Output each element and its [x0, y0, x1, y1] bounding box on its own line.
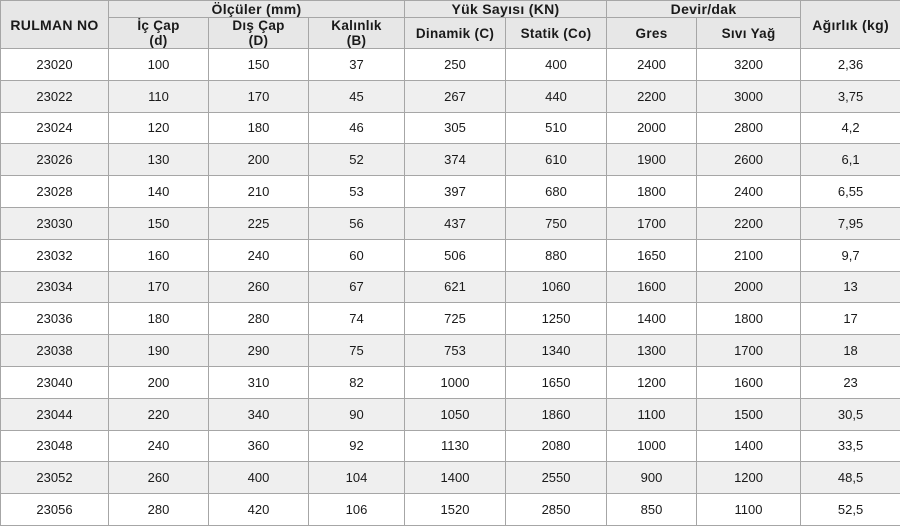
- cell-thickness: 52: [309, 144, 405, 176]
- cell-outer-diameter: 200: [209, 144, 309, 176]
- cell-weight: 7,95: [801, 207, 900, 239]
- cell-dynamic-load: 506: [405, 239, 506, 271]
- cell-outer-diameter: 180: [209, 112, 309, 144]
- cell-outer-diameter: 225: [209, 207, 309, 239]
- cell-outer-diameter: 280: [209, 303, 309, 335]
- cell-dynamic-load: 1000: [405, 366, 506, 398]
- cell-outer-diameter: 240: [209, 239, 309, 271]
- cell-bearing-no: 23028: [1, 176, 109, 208]
- cell-weight: 13: [801, 271, 900, 303]
- cell-dynamic-load: 1130: [405, 430, 506, 462]
- cell-thickness: 82: [309, 366, 405, 398]
- cell-weight: 2,36: [801, 49, 900, 81]
- cell-thickness: 45: [309, 80, 405, 112]
- cell-inner-diameter: 200: [109, 366, 209, 398]
- cell-inner-diameter: 240: [109, 430, 209, 462]
- table-row: [1, 207, 900, 239]
- cell-outer-diameter: 360: [209, 430, 309, 462]
- cell-thickness: 60: [309, 239, 405, 271]
- table-row: [1, 112, 900, 144]
- header-grease-speed: Gres: [607, 18, 697, 49]
- cell-weight: 30,5: [801, 398, 900, 430]
- cell-thickness: 53: [309, 176, 405, 208]
- cell-oil-speed: 1100: [697, 494, 801, 526]
- cell-static-load: 610: [506, 144, 607, 176]
- header-speed-group: Devir/dak: [607, 1, 801, 18]
- cell-static-load: 680: [506, 176, 607, 208]
- cell-weight: 52,5: [801, 494, 900, 526]
- cell-bearing-no: 23036: [1, 303, 109, 335]
- cell-oil-speed: 2000: [697, 271, 801, 303]
- table-body: [1, 49, 900, 526]
- cell-thickness: 106: [309, 494, 405, 526]
- cell-grease-speed: 1300: [607, 335, 697, 367]
- cell-inner-diameter: 190: [109, 335, 209, 367]
- cell-bearing-no: 23030: [1, 207, 109, 239]
- cell-static-load: 2850: [506, 494, 607, 526]
- cell-thickness: 74: [309, 303, 405, 335]
- cell-bearing-no: 23040: [1, 366, 109, 398]
- cell-grease-speed: 1900: [607, 144, 697, 176]
- cell-oil-speed: 1800: [697, 303, 801, 335]
- header-thickness-line1: Kalınlık: [309, 18, 404, 33]
- header-inner-diameter-line1: İç Çap: [109, 18, 208, 33]
- cell-dynamic-load: 374: [405, 144, 506, 176]
- cell-bearing-no: 23026: [1, 144, 109, 176]
- cell-weight: 23: [801, 366, 900, 398]
- cell-static-load: 1650: [506, 366, 607, 398]
- table-row: [1, 49, 900, 81]
- cell-bearing-no: 23020: [1, 49, 109, 81]
- header-outer-diameter-line1: Dış Çap: [209, 18, 308, 33]
- cell-grease-speed: 900: [607, 462, 697, 494]
- cell-oil-speed: 1400: [697, 430, 801, 462]
- header-dimensions-group: Ölçüler (mm): [109, 1, 405, 18]
- cell-grease-speed: 850: [607, 494, 697, 526]
- cell-outer-diameter: 340: [209, 398, 309, 430]
- cell-thickness: 37: [309, 49, 405, 81]
- cell-outer-diameter: 150: [209, 49, 309, 81]
- table-row: [1, 494, 900, 526]
- cell-oil-speed: 1200: [697, 462, 801, 494]
- header-oil-speed: Sıvı Yağ: [697, 18, 801, 49]
- cell-bearing-no: 23024: [1, 112, 109, 144]
- cell-static-load: 510: [506, 112, 607, 144]
- cell-inner-diameter: 160: [109, 239, 209, 271]
- cell-static-load: 1860: [506, 398, 607, 430]
- cell-thickness: 92: [309, 430, 405, 462]
- cell-weight: 33,5: [801, 430, 900, 462]
- cell-static-load: 400: [506, 49, 607, 81]
- cell-static-load: 2550: [506, 462, 607, 494]
- cell-weight: 17: [801, 303, 900, 335]
- cell-oil-speed: 2400: [697, 176, 801, 208]
- cell-bearing-no: 23056: [1, 494, 109, 526]
- cell-oil-speed: 1500: [697, 398, 801, 430]
- header-inner-diameter: [109, 18, 209, 49]
- cell-dynamic-load: 621: [405, 271, 506, 303]
- cell-weight: 9,7: [801, 239, 900, 271]
- table-row: [1, 430, 900, 462]
- cell-bearing-no: 23032: [1, 239, 109, 271]
- cell-weight: 6,55: [801, 176, 900, 208]
- header-load-group: Yük Sayısı (KN): [405, 1, 607, 18]
- header-dynamic-load: Dinamik (C): [405, 18, 506, 49]
- table-row: [1, 144, 900, 176]
- cell-inner-diameter: 280: [109, 494, 209, 526]
- cell-outer-diameter: 420: [209, 494, 309, 526]
- cell-oil-speed: 2600: [697, 144, 801, 176]
- cell-static-load: 1340: [506, 335, 607, 367]
- header-thickness: [309, 18, 405, 49]
- cell-inner-diameter: 260: [109, 462, 209, 494]
- header-row-2: [1, 18, 900, 49]
- cell-grease-speed: 1650: [607, 239, 697, 271]
- cell-weight: 48,5: [801, 462, 900, 494]
- cell-weight: 6,1: [801, 144, 900, 176]
- table-row: [1, 239, 900, 271]
- cell-dynamic-load: 305: [405, 112, 506, 144]
- cell-thickness: 90: [309, 398, 405, 430]
- cell-dynamic-load: 437: [405, 207, 506, 239]
- header-outer-diameter-line2: (D): [209, 33, 308, 48]
- header-static-load: Statik (Co): [506, 18, 607, 49]
- cell-inner-diameter: 130: [109, 144, 209, 176]
- cell-inner-diameter: 120: [109, 112, 209, 144]
- cell-grease-speed: 2400: [607, 49, 697, 81]
- cell-thickness: 104: [309, 462, 405, 494]
- cell-bearing-no: 23052: [1, 462, 109, 494]
- cell-bearing-no: 23022: [1, 80, 109, 112]
- cell-bearing-no: 23044: [1, 398, 109, 430]
- table-row: [1, 335, 900, 367]
- header-inner-diameter-line2: (d): [109, 33, 208, 48]
- cell-static-load: 1060: [506, 271, 607, 303]
- cell-grease-speed: 1100: [607, 398, 697, 430]
- table-row: [1, 303, 900, 335]
- cell-inner-diameter: 140: [109, 176, 209, 208]
- cell-dynamic-load: 725: [405, 303, 506, 335]
- cell-grease-speed: 1000: [607, 430, 697, 462]
- cell-static-load: 1250: [506, 303, 607, 335]
- cell-outer-diameter: 310: [209, 366, 309, 398]
- cell-dynamic-load: 267: [405, 80, 506, 112]
- header-bearing-no: RULMAN NO: [1, 1, 109, 49]
- table-row: [1, 398, 900, 430]
- cell-grease-speed: 1600: [607, 271, 697, 303]
- cell-grease-speed: 2200: [607, 80, 697, 112]
- cell-inner-diameter: 100: [109, 49, 209, 81]
- cell-dynamic-load: 1050: [405, 398, 506, 430]
- cell-dynamic-load: 1400: [405, 462, 506, 494]
- cell-static-load: 880: [506, 239, 607, 271]
- cell-dynamic-load: 397: [405, 176, 506, 208]
- cell-thickness: 75: [309, 335, 405, 367]
- cell-outer-diameter: 260: [209, 271, 309, 303]
- cell-thickness: 67: [309, 271, 405, 303]
- header-weight: Ağırlık (kg): [801, 1, 900, 49]
- table-row: [1, 366, 900, 398]
- table-row: [1, 271, 900, 303]
- cell-oil-speed: 1600: [697, 366, 801, 398]
- cell-oil-speed: 2800: [697, 112, 801, 144]
- cell-inner-diameter: 180: [109, 303, 209, 335]
- cell-outer-diameter: 290: [209, 335, 309, 367]
- cell-inner-diameter: 170: [109, 271, 209, 303]
- cell-grease-speed: 1400: [607, 303, 697, 335]
- header-thickness-line2: (B): [309, 33, 404, 48]
- cell-bearing-no: 23048: [1, 430, 109, 462]
- cell-weight: 18: [801, 335, 900, 367]
- cell-grease-speed: 1200: [607, 366, 697, 398]
- cell-static-load: 750: [506, 207, 607, 239]
- cell-grease-speed: 2000: [607, 112, 697, 144]
- cell-oil-speed: 3200: [697, 49, 801, 81]
- table-header: [1, 1, 900, 49]
- table-row: [1, 176, 900, 208]
- cell-bearing-no: 23038: [1, 335, 109, 367]
- cell-weight: 3,75: [801, 80, 900, 112]
- cell-weight: 4,2: [801, 112, 900, 144]
- cell-thickness: 46: [309, 112, 405, 144]
- cell-grease-speed: 1800: [607, 176, 697, 208]
- cell-inner-diameter: 220: [109, 398, 209, 430]
- cell-thickness: 56: [309, 207, 405, 239]
- table-row: [1, 80, 900, 112]
- cell-grease-speed: 1700: [607, 207, 697, 239]
- cell-outer-diameter: 170: [209, 80, 309, 112]
- header-row-1: [1, 1, 900, 18]
- cell-dynamic-load: 1520: [405, 494, 506, 526]
- cell-dynamic-load: 753: [405, 335, 506, 367]
- cell-dynamic-load: 250: [405, 49, 506, 81]
- table-row: [1, 462, 900, 494]
- cell-oil-speed: 2100: [697, 239, 801, 271]
- cell-static-load: 440: [506, 80, 607, 112]
- cell-oil-speed: 2200: [697, 207, 801, 239]
- header-outer-diameter: [209, 18, 309, 49]
- cell-outer-diameter: 400: [209, 462, 309, 494]
- cell-inner-diameter: 150: [109, 207, 209, 239]
- cell-inner-diameter: 110: [109, 80, 209, 112]
- cell-oil-speed: 3000: [697, 80, 801, 112]
- cell-oil-speed: 1700: [697, 335, 801, 367]
- cell-bearing-no: 23034: [1, 271, 109, 303]
- cell-outer-diameter: 210: [209, 176, 309, 208]
- cell-static-load: 2080: [506, 430, 607, 462]
